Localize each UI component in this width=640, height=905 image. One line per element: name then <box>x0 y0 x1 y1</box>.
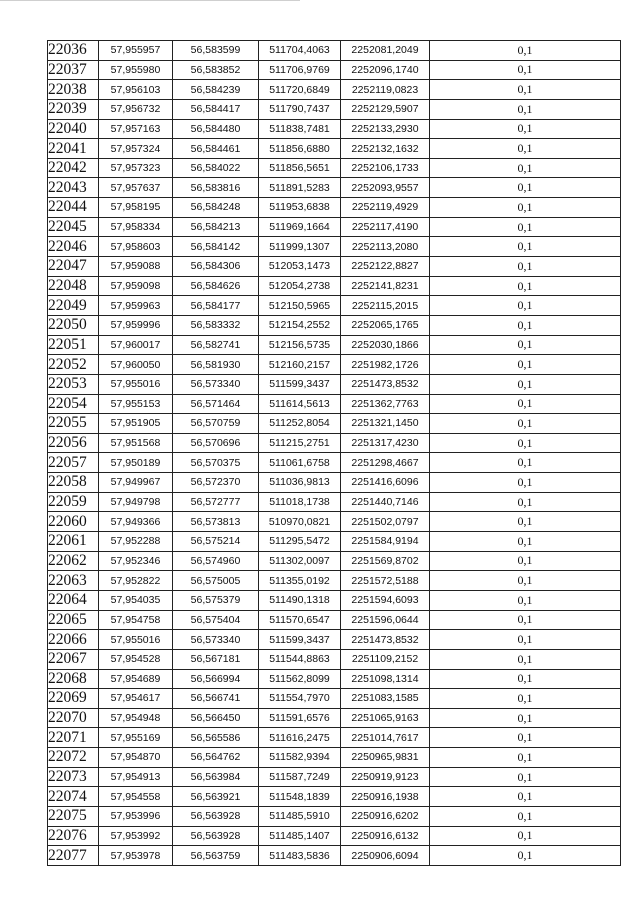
point-number-cell: 22063 <box>48 571 99 591</box>
longitude-cell: 56,574960 <box>173 551 259 571</box>
longitude-cell: 56,565586 <box>173 728 259 748</box>
latitude-cell: 57,953978 <box>99 846 173 866</box>
x-coordinate-cell: 511570,6547 <box>259 610 341 630</box>
x-coordinate-cell: 511018,1738 <box>259 492 341 512</box>
longitude-cell: 56,570696 <box>173 433 259 453</box>
top-rule <box>0 0 300 1</box>
latitude-cell: 57,954913 <box>99 767 173 787</box>
x-coordinate-cell: 511706,9769 <box>259 60 341 80</box>
longitude-cell: 56,572370 <box>173 473 259 493</box>
y-coordinate-cell: 2251362,7763 <box>341 394 430 414</box>
point-number-cell: 22036 <box>48 41 99 61</box>
y-coordinate-cell: 2251502,0797 <box>341 512 430 532</box>
point-number-cell: 22076 <box>48 826 99 846</box>
y-coordinate-cell: 2252141,8231 <box>341 276 430 296</box>
latitude-cell: 57,951568 <box>99 433 173 453</box>
accuracy-cell: 0,1 <box>430 846 621 866</box>
point-number-cell: 22074 <box>48 787 99 807</box>
point-number-cell: 22051 <box>48 335 99 355</box>
point-number-cell: 22056 <box>48 433 99 453</box>
latitude-cell: 57,956103 <box>99 80 173 100</box>
accuracy-cell: 0,1 <box>430 315 621 335</box>
y-coordinate-cell: 2251473,8532 <box>341 630 430 650</box>
longitude-cell: 56,584306 <box>173 257 259 277</box>
table-row <box>48 453 621 473</box>
x-coordinate-cell: 511355,0192 <box>259 571 341 591</box>
point-number-cell: 22052 <box>48 355 99 375</box>
accuracy-cell: 0,1 <box>430 453 621 473</box>
latitude-cell: 57,954758 <box>99 610 173 630</box>
y-coordinate-cell: 2251594,6093 <box>341 590 430 610</box>
x-coordinate-cell: 511485,5910 <box>259 806 341 826</box>
table-row <box>48 296 621 316</box>
longitude-cell: 56,566450 <box>173 708 259 728</box>
point-number-cell: 22069 <box>48 689 99 709</box>
accuracy-cell: 0,1 <box>430 276 621 296</box>
y-coordinate-cell: 2252132,1632 <box>341 139 430 159</box>
longitude-cell: 56,584480 <box>173 119 259 139</box>
y-coordinate-cell: 2251109,2152 <box>341 649 430 669</box>
latitude-cell: 57,955153 <box>99 394 173 414</box>
latitude-cell: 57,955169 <box>99 728 173 748</box>
latitude-cell: 57,954870 <box>99 748 173 768</box>
point-number-cell: 22042 <box>48 158 99 178</box>
table-row <box>48 610 621 630</box>
y-coordinate-cell: 2251982,1726 <box>341 355 430 375</box>
y-coordinate-cell: 2252129,5907 <box>341 99 430 119</box>
longitude-cell: 56,563928 <box>173 826 259 846</box>
longitude-cell: 56,583852 <box>173 60 259 80</box>
y-coordinate-cell: 2251416,6096 <box>341 473 430 493</box>
latitude-cell: 57,954035 <box>99 590 173 610</box>
x-coordinate-cell: 511838,7481 <box>259 119 341 139</box>
latitude-cell: 57,959996 <box>99 315 173 335</box>
x-coordinate-cell: 511061,6758 <box>259 453 341 473</box>
y-coordinate-cell: 2250916,6202 <box>341 806 430 826</box>
x-coordinate-cell: 511554,7970 <box>259 689 341 709</box>
accuracy-cell: 0,1 <box>430 728 621 748</box>
accuracy-cell: 0,1 <box>430 119 621 139</box>
y-coordinate-cell: 2250965,9831 <box>341 748 430 768</box>
x-coordinate-cell: 511582,9394 <box>259 748 341 768</box>
y-coordinate-cell: 2251569,8702 <box>341 551 430 571</box>
y-coordinate-cell: 2250916,6132 <box>341 826 430 846</box>
table-row <box>48 217 621 237</box>
table-row <box>48 512 621 532</box>
x-coordinate-cell: 510970,0821 <box>259 512 341 532</box>
y-coordinate-cell: 2252122,8827 <box>341 257 430 277</box>
x-coordinate-cell: 511548,1839 <box>259 787 341 807</box>
accuracy-cell: 0,1 <box>430 571 621 591</box>
table-row <box>48 728 621 748</box>
longitude-cell: 56,584626 <box>173 276 259 296</box>
longitude-cell: 56,584461 <box>173 139 259 159</box>
point-number-cell: 22061 <box>48 532 99 552</box>
point-number-cell: 22041 <box>48 139 99 159</box>
latitude-cell: 57,959088 <box>99 257 173 277</box>
accuracy-cell: 0,1 <box>430 806 621 826</box>
point-number-cell: 22044 <box>48 198 99 218</box>
point-number-cell: 22067 <box>48 649 99 669</box>
accuracy-cell: 0,1 <box>430 551 621 571</box>
latitude-cell: 57,951905 <box>99 414 173 434</box>
accuracy-cell: 0,1 <box>430 669 621 689</box>
x-coordinate-cell: 512054,2738 <box>259 276 341 296</box>
y-coordinate-cell: 2252096,1740 <box>341 60 430 80</box>
accuracy-cell: 0,1 <box>430 335 621 355</box>
y-coordinate-cell: 2251321,1450 <box>341 414 430 434</box>
x-coordinate-cell: 511599,3437 <box>259 630 341 650</box>
latitude-cell: 57,956732 <box>99 99 173 119</box>
latitude-cell: 57,959963 <box>99 296 173 316</box>
longitude-cell: 56,575214 <box>173 532 259 552</box>
table-row <box>48 394 621 414</box>
longitude-cell: 56,575005 <box>173 571 259 591</box>
latitude-cell: 57,958603 <box>99 237 173 257</box>
y-coordinate-cell: 2251317,4230 <box>341 433 430 453</box>
table-row <box>48 178 621 198</box>
longitude-cell: 56,563928 <box>173 806 259 826</box>
table-row <box>48 414 621 434</box>
x-coordinate-cell: 511720,6849 <box>259 80 341 100</box>
table-row <box>48 689 621 709</box>
latitude-cell: 57,958195 <box>99 198 173 218</box>
longitude-cell: 56,584239 <box>173 80 259 100</box>
point-number-cell: 22077 <box>48 846 99 866</box>
accuracy-cell: 0,1 <box>430 99 621 119</box>
table-row <box>48 257 621 277</box>
accuracy-cell: 0,1 <box>430 630 621 650</box>
latitude-cell: 57,949366 <box>99 512 173 532</box>
x-coordinate-cell: 511969,1664 <box>259 217 341 237</box>
table-row <box>48 551 621 571</box>
accuracy-cell: 0,1 <box>430 257 621 277</box>
point-number-cell: 22072 <box>48 748 99 768</box>
x-coordinate-cell: 511599,3437 <box>259 374 341 394</box>
longitude-cell: 56,571464 <box>173 394 259 414</box>
accuracy-cell: 0,1 <box>430 217 621 237</box>
latitude-cell: 57,955016 <box>99 630 173 650</box>
x-coordinate-cell: 511302,0097 <box>259 551 341 571</box>
latitude-cell: 57,949798 <box>99 492 173 512</box>
latitude-cell: 57,958334 <box>99 217 173 237</box>
point-number-cell: 22043 <box>48 178 99 198</box>
coordinates-table-body <box>48 41 621 866</box>
table-row <box>48 119 621 139</box>
x-coordinate-cell: 511562,8099 <box>259 669 341 689</box>
accuracy-cell: 0,1 <box>430 433 621 453</box>
point-number-cell: 22070 <box>48 708 99 728</box>
accuracy-cell: 0,1 <box>430 787 621 807</box>
accuracy-cell: 0,1 <box>430 80 621 100</box>
x-coordinate-cell: 512154,2552 <box>259 315 341 335</box>
point-number-cell: 22058 <box>48 473 99 493</box>
x-coordinate-cell: 511591,6576 <box>259 708 341 728</box>
longitude-cell: 56,584177 <box>173 296 259 316</box>
y-coordinate-cell: 2252117,4190 <box>341 217 430 237</box>
latitude-cell: 57,952288 <box>99 532 173 552</box>
latitude-cell: 57,954689 <box>99 669 173 689</box>
y-coordinate-cell: 2251098,1314 <box>341 669 430 689</box>
latitude-cell: 57,957163 <box>99 119 173 139</box>
x-coordinate-cell: 511215,2751 <box>259 433 341 453</box>
latitude-cell: 57,953996 <box>99 806 173 826</box>
table-row <box>48 158 621 178</box>
y-coordinate-cell: 2251065,9163 <box>341 708 430 728</box>
accuracy-cell: 0,1 <box>430 237 621 257</box>
longitude-cell: 56,575379 <box>173 590 259 610</box>
accuracy-cell: 0,1 <box>430 689 621 709</box>
table-row <box>48 139 621 159</box>
latitude-cell: 57,957323 <box>99 158 173 178</box>
longitude-cell: 56,584022 <box>173 158 259 178</box>
x-coordinate-cell: 511790,7437 <box>259 99 341 119</box>
latitude-cell: 57,960050 <box>99 355 173 375</box>
longitude-cell: 56,570759 <box>173 414 259 434</box>
longitude-cell: 56,573813 <box>173 512 259 532</box>
accuracy-cell: 0,1 <box>430 590 621 610</box>
x-coordinate-cell: 511614,5613 <box>259 394 341 414</box>
x-coordinate-cell: 512150,5965 <box>259 296 341 316</box>
y-coordinate-cell: 2251083,1585 <box>341 689 430 709</box>
longitude-cell: 56,564762 <box>173 748 259 768</box>
latitude-cell: 57,959098 <box>99 276 173 296</box>
point-number-cell: 22053 <box>48 374 99 394</box>
point-number-cell: 22068 <box>48 669 99 689</box>
table-row <box>48 806 621 826</box>
point-number-cell: 22037 <box>48 60 99 80</box>
accuracy-cell: 0,1 <box>430 41 621 61</box>
x-coordinate-cell: 511616,2475 <box>259 728 341 748</box>
accuracy-cell: 0,1 <box>430 748 621 768</box>
point-number-cell: 22038 <box>48 80 99 100</box>
table-row <box>48 473 621 493</box>
latitude-cell: 57,952346 <box>99 551 173 571</box>
accuracy-cell: 0,1 <box>430 414 621 434</box>
point-number-cell: 22057 <box>48 453 99 473</box>
table-row <box>48 767 621 787</box>
longitude-cell: 56,583332 <box>173 315 259 335</box>
longitude-cell: 56,566741 <box>173 689 259 709</box>
accuracy-cell: 0,1 <box>430 60 621 80</box>
longitude-cell: 56,584248 <box>173 198 259 218</box>
y-coordinate-cell: 2250916,1938 <box>341 787 430 807</box>
accuracy-cell: 0,1 <box>430 708 621 728</box>
table-row <box>48 433 621 453</box>
y-coordinate-cell: 2251596,0644 <box>341 610 430 630</box>
accuracy-cell: 0,1 <box>430 649 621 669</box>
latitude-cell: 57,952822 <box>99 571 173 591</box>
point-number-cell: 22039 <box>48 99 99 119</box>
longitude-cell: 56,573340 <box>173 630 259 650</box>
latitude-cell: 57,957637 <box>99 178 173 198</box>
point-number-cell: 22046 <box>48 237 99 257</box>
table-row <box>48 748 621 768</box>
y-coordinate-cell: 2251572,5188 <box>341 571 430 591</box>
x-coordinate-cell: 511856,5651 <box>259 158 341 178</box>
y-coordinate-cell: 2252093,9557 <box>341 178 430 198</box>
accuracy-cell: 0,1 <box>430 492 621 512</box>
point-number-cell: 22040 <box>48 119 99 139</box>
latitude-cell: 57,955016 <box>99 374 173 394</box>
longitude-cell: 56,584213 <box>173 217 259 237</box>
x-coordinate-cell: 511891,5283 <box>259 178 341 198</box>
accuracy-cell: 0,1 <box>430 394 621 414</box>
table-row <box>48 787 621 807</box>
table-row <box>48 492 621 512</box>
latitude-cell: 57,953992 <box>99 826 173 846</box>
longitude-cell: 56,584417 <box>173 99 259 119</box>
table-row <box>48 590 621 610</box>
point-number-cell: 22064 <box>48 590 99 610</box>
longitude-cell: 56,563921 <box>173 787 259 807</box>
point-number-cell: 22050 <box>48 315 99 335</box>
longitude-cell: 56,572777 <box>173 492 259 512</box>
y-coordinate-cell: 2252133,2930 <box>341 119 430 139</box>
latitude-cell: 57,949967 <box>99 473 173 493</box>
accuracy-cell: 0,1 <box>430 198 621 218</box>
y-coordinate-cell: 2251298,4667 <box>341 453 430 473</box>
table-row <box>48 60 621 80</box>
longitude-cell: 56,567181 <box>173 649 259 669</box>
table-row <box>48 649 621 669</box>
x-coordinate-cell: 511490,1318 <box>259 590 341 610</box>
y-coordinate-cell: 2252113,2080 <box>341 237 430 257</box>
x-coordinate-cell: 511999,1307 <box>259 237 341 257</box>
x-coordinate-cell: 511483,5836 <box>259 846 341 866</box>
y-coordinate-cell: 2252081,2049 <box>341 41 430 61</box>
y-coordinate-cell: 2252030,1866 <box>341 335 430 355</box>
latitude-cell: 57,954528 <box>99 649 173 669</box>
point-number-cell: 22054 <box>48 394 99 414</box>
longitude-cell: 56,563759 <box>173 846 259 866</box>
latitude-cell: 57,955957 <box>99 41 173 61</box>
longitude-cell: 56,584142 <box>173 237 259 257</box>
table-row <box>48 532 621 552</box>
latitude-cell: 57,954558 <box>99 787 173 807</box>
table-row <box>48 826 621 846</box>
table-row <box>48 237 621 257</box>
x-coordinate-cell: 511252,8054 <box>259 414 341 434</box>
accuracy-cell: 0,1 <box>430 355 621 375</box>
table-row <box>48 846 621 866</box>
x-coordinate-cell: 512053,1473 <box>259 257 341 277</box>
x-coordinate-cell: 511856,6880 <box>259 139 341 159</box>
accuracy-cell: 0,1 <box>430 532 621 552</box>
latitude-cell: 57,960017 <box>99 335 173 355</box>
x-coordinate-cell: 511036,9813 <box>259 473 341 493</box>
point-number-cell: 22073 <box>48 767 99 787</box>
table-row <box>48 708 621 728</box>
table-row <box>48 99 621 119</box>
point-number-cell: 22059 <box>48 492 99 512</box>
longitude-cell: 56,583599 <box>173 41 259 61</box>
y-coordinate-cell: 2252065,1765 <box>341 315 430 335</box>
y-coordinate-cell: 2251014,7617 <box>341 728 430 748</box>
longitude-cell: 56,583816 <box>173 178 259 198</box>
point-number-cell: 22048 <box>48 276 99 296</box>
longitude-cell: 56,563984 <box>173 767 259 787</box>
accuracy-cell: 0,1 <box>430 610 621 630</box>
x-coordinate-cell: 512160,2157 <box>259 355 341 375</box>
accuracy-cell: 0,1 <box>430 374 621 394</box>
point-number-cell: 22066 <box>48 630 99 650</box>
y-coordinate-cell: 2252119,4929 <box>341 198 430 218</box>
latitude-cell: 57,957324 <box>99 139 173 159</box>
accuracy-cell: 0,1 <box>430 158 621 178</box>
y-coordinate-cell: 2252115,2015 <box>341 296 430 316</box>
y-coordinate-cell: 2251473,8532 <box>341 374 430 394</box>
table-row <box>48 355 621 375</box>
y-coordinate-cell: 2250906,6094 <box>341 846 430 866</box>
accuracy-cell: 0,1 <box>430 473 621 493</box>
longitude-cell: 56,566994 <box>173 669 259 689</box>
y-coordinate-cell: 2251584,9194 <box>341 532 430 552</box>
table-row <box>48 41 621 61</box>
point-number-cell: 22055 <box>48 414 99 434</box>
longitude-cell: 56,573340 <box>173 374 259 394</box>
table-row <box>48 315 621 335</box>
y-coordinate-cell: 2251440,7146 <box>341 492 430 512</box>
table-row <box>48 374 621 394</box>
coordinates-table <box>47 40 621 866</box>
table-row <box>48 335 621 355</box>
accuracy-cell: 0,1 <box>430 139 621 159</box>
x-coordinate-cell: 511544,8863 <box>259 649 341 669</box>
point-number-cell: 22045 <box>48 217 99 237</box>
x-coordinate-cell: 511587,7249 <box>259 767 341 787</box>
accuracy-cell: 0,1 <box>430 767 621 787</box>
x-coordinate-cell: 512156,5735 <box>259 335 341 355</box>
point-number-cell: 22075 <box>48 806 99 826</box>
longitude-cell: 56,581930 <box>173 355 259 375</box>
x-coordinate-cell: 511704,4063 <box>259 41 341 61</box>
y-coordinate-cell: 2252106,1733 <box>341 158 430 178</box>
accuracy-cell: 0,1 <box>430 178 621 198</box>
table-row <box>48 276 621 296</box>
point-number-cell: 22062 <box>48 551 99 571</box>
latitude-cell: 57,955980 <box>99 60 173 80</box>
accuracy-cell: 0,1 <box>430 512 621 532</box>
longitude-cell: 56,582741 <box>173 335 259 355</box>
x-coordinate-cell: 511485,1407 <box>259 826 341 846</box>
latitude-cell: 57,954617 <box>99 689 173 709</box>
point-number-cell: 22071 <box>48 728 99 748</box>
longitude-cell: 56,575404 <box>173 610 259 630</box>
latitude-cell: 57,954948 <box>99 708 173 728</box>
accuracy-cell: 0,1 <box>430 296 621 316</box>
table-row <box>48 669 621 689</box>
x-coordinate-cell: 511953,6838 <box>259 198 341 218</box>
point-number-cell: 22049 <box>48 296 99 316</box>
latitude-cell: 57,950189 <box>99 453 173 473</box>
table-row <box>48 198 621 218</box>
table-row <box>48 571 621 591</box>
point-number-cell: 22047 <box>48 257 99 277</box>
y-coordinate-cell: 2250919,9123 <box>341 767 430 787</box>
table-row <box>48 80 621 100</box>
x-coordinate-cell: 511295,5472 <box>259 532 341 552</box>
accuracy-cell: 0,1 <box>430 826 621 846</box>
point-number-cell: 22060 <box>48 512 99 532</box>
y-coordinate-cell: 2252119,0823 <box>341 80 430 100</box>
point-number-cell: 22065 <box>48 610 99 630</box>
table-row <box>48 630 621 650</box>
longitude-cell: 56,570375 <box>173 453 259 473</box>
